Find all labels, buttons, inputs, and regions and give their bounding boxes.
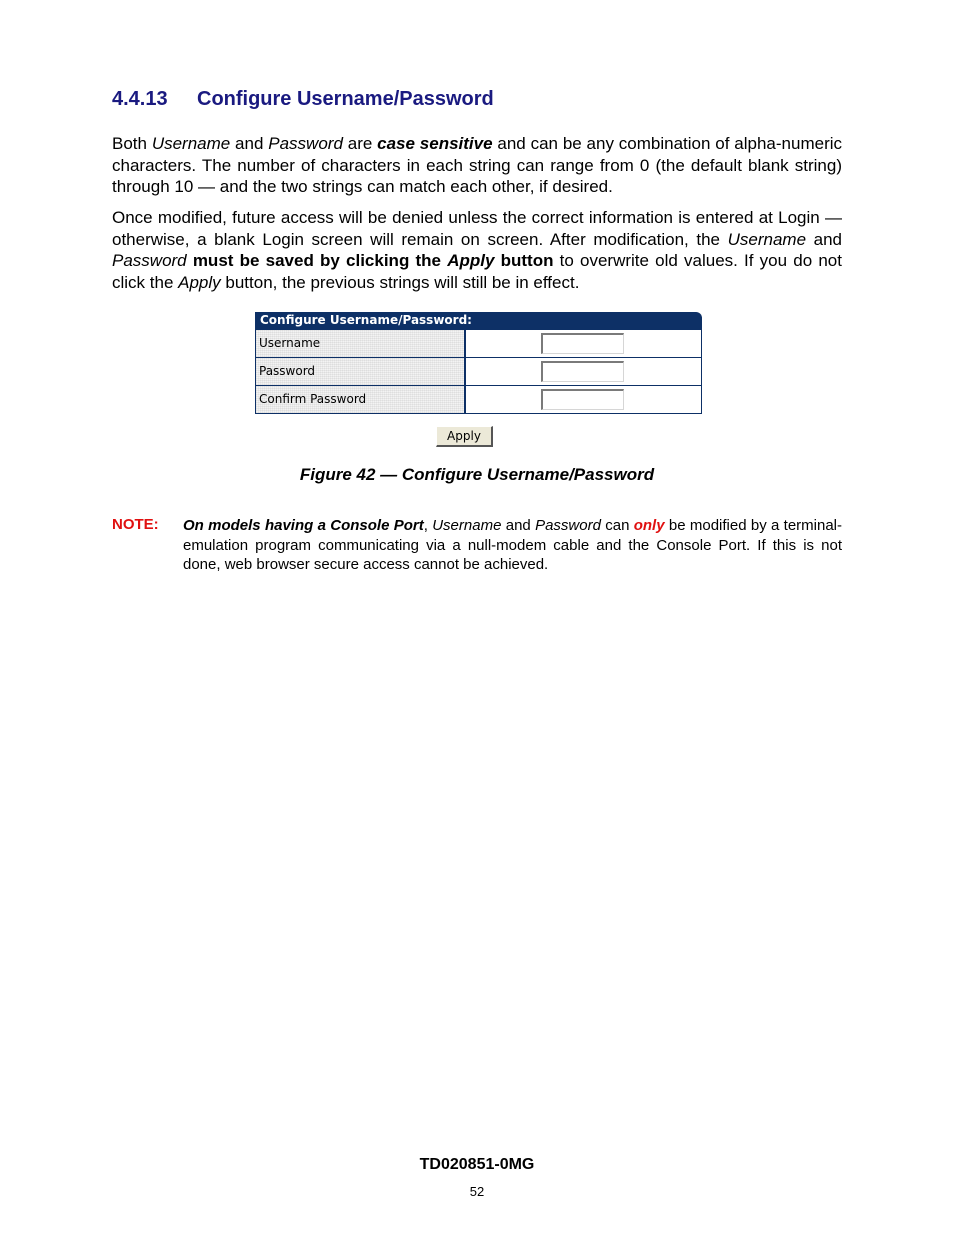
- term-password: Password: [268, 134, 343, 153]
- note-label: NOTE:: [112, 516, 159, 533]
- term-password: Password: [112, 251, 187, 271]
- text-run: are: [342, 134, 378, 153]
- section-title: Configure Username/Password: [197, 88, 494, 110]
- password-cell: [466, 358, 701, 385]
- text-run: Both: [112, 134, 152, 153]
- configure-credentials-panel: [255, 312, 702, 414]
- username-cell: [466, 330, 701, 357]
- intro-paragraph: [112, 133, 842, 198]
- confirm-password-row: [256, 385, 701, 413]
- text-run: Once modified, future access will be denied unless the correct information is entered at Login — otherwise, a blank Login screen will remain on screen. After modification, the: [112, 208, 842, 249]
- password-input[interactable]: [541, 361, 624, 382]
- username-label: Username: [256, 330, 466, 357]
- page-number: 52: [469, 1184, 485, 1199]
- text-run: ,: [423, 517, 433, 534]
- text-run: button, the previous strings will still be in effect.: [220, 273, 580, 293]
- emphasis-case-sensitive: case sensitive: [377, 134, 493, 153]
- emphasis-button: button: [494, 251, 554, 271]
- note-emphasis: On models having a Console Port: [183, 517, 424, 534]
- modification-paragraph: [112, 207, 842, 294]
- apply-button[interactable]: Apply: [436, 426, 493, 447]
- note-only-emphasis: only: [633, 517, 665, 534]
- term-username: Username: [727, 229, 807, 249]
- figure-caption: Figure 42 — Configure Username/Password: [299, 465, 655, 484]
- section-heading: [112, 88, 494, 111]
- text-run: to overwrite old values. If you do not click the: [112, 251, 842, 293]
- panel-title: Configure Username/Password:: [255, 312, 702, 329]
- note-body: [183, 516, 842, 575]
- term-apply: Apply: [447, 251, 495, 271]
- text-run: be modified by a terminal-emulation program communicating via a null-modem cable and the Console Port. If this is not done, web browser secure access cannot be achieved.: [183, 517, 842, 573]
- confirm-password-label: Confirm Password: [256, 386, 466, 413]
- confirm-password-cell: [466, 386, 701, 413]
- term-apply: Apply: [178, 273, 221, 293]
- password-row: [256, 357, 701, 385]
- document-id: TD020851-0MG: [419, 1156, 535, 1173]
- username-row: [256, 329, 701, 357]
- text-run: and: [806, 229, 842, 249]
- text-run: and: [230, 134, 269, 153]
- text-run: and: [501, 517, 536, 534]
- term-username: Username: [151, 134, 231, 153]
- confirm-password-input[interactable]: [541, 389, 624, 410]
- password-label: Password: [256, 358, 466, 385]
- text-run: and can be any combination of alpha-numeric characters. The number of characters in each string can range from 0 (the default blank string) through 10 — and the two strings can match each other, if desired.: [112, 134, 843, 197]
- emphasis-save: must be saved by clicking the: [186, 251, 448, 271]
- section-number: 4.4.13: [112, 88, 168, 110]
- credentials-table: [255, 329, 702, 414]
- username-input[interactable]: [541, 333, 624, 354]
- text-run: can: [600, 517, 634, 534]
- term-username: Username: [432, 517, 502, 534]
- term-password: Password: [535, 517, 601, 534]
